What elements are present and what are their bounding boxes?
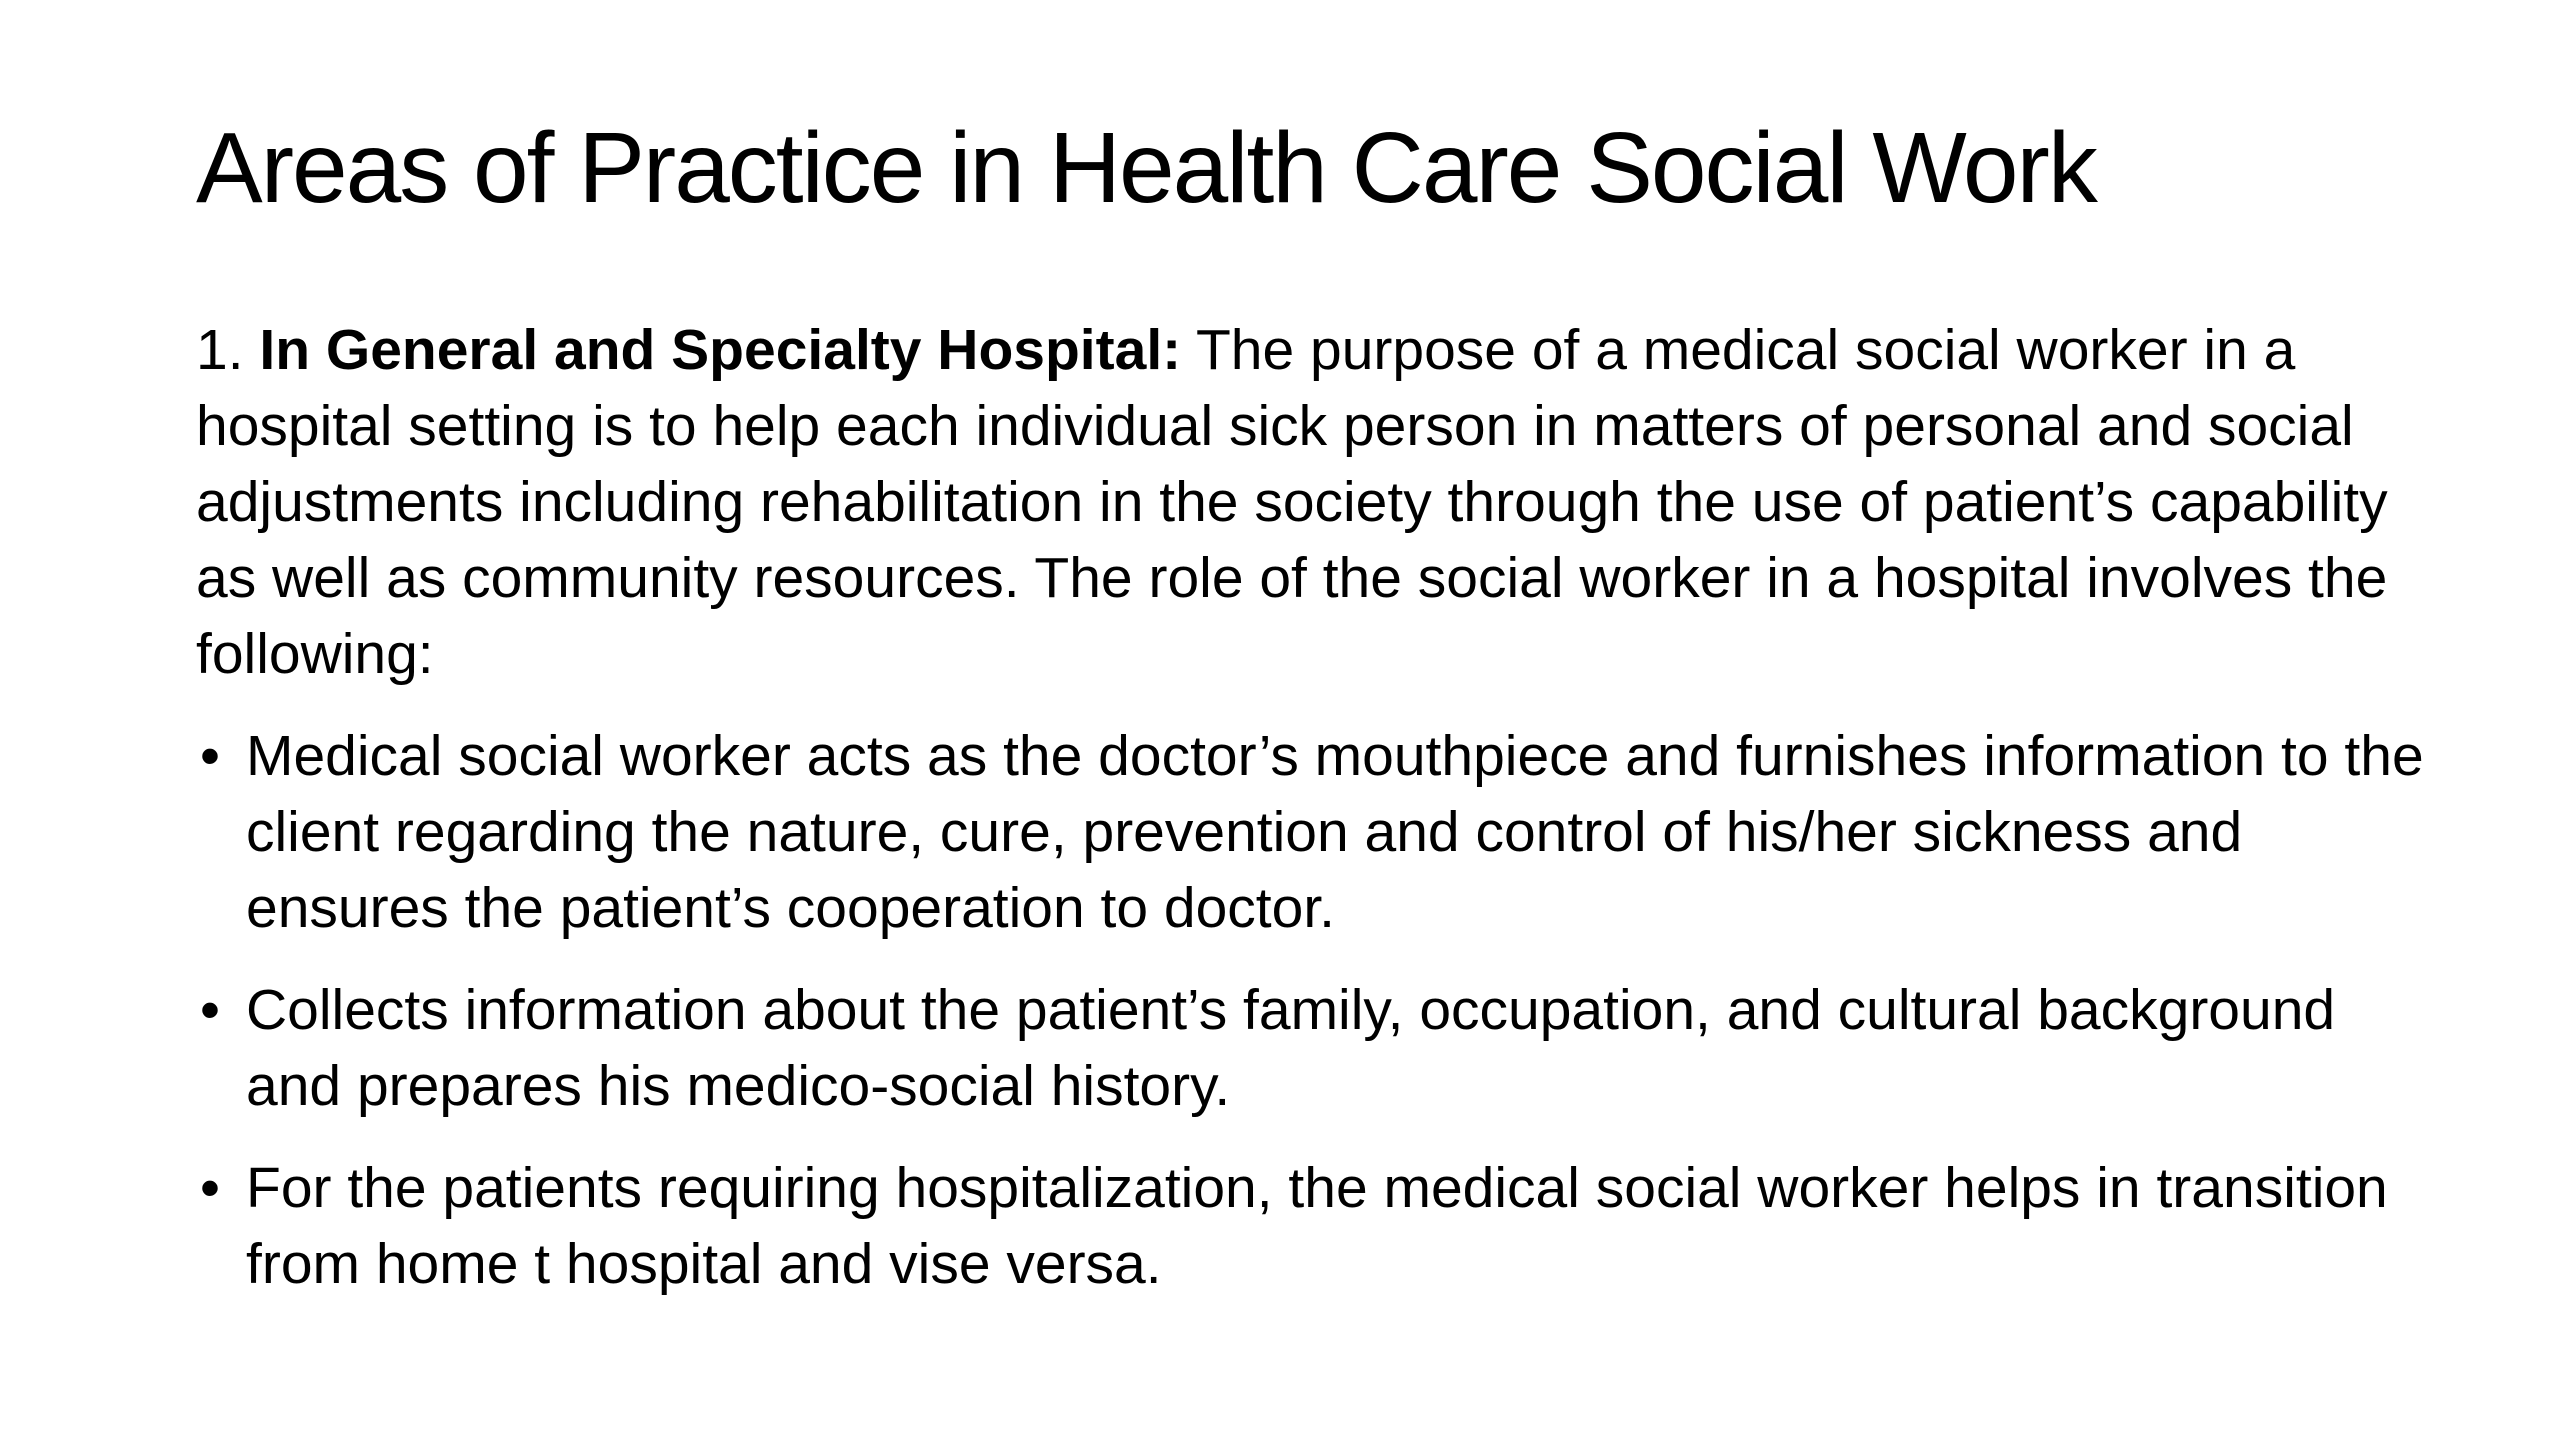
- bullet-item: [196, 1150, 2436, 1302]
- bullet-icon: •: [200, 724, 220, 788]
- section-paragraph: [196, 312, 2436, 692]
- bullet-item: [196, 718, 2436, 946]
- bullet-list: [196, 718, 2436, 1302]
- section-heading: In General and Specialty Hospital:: [259, 318, 1182, 382]
- bullet-text: For the patients requiring hospitalization, the medical social worker helps in transition from home t hospital and vise versa.: [246, 1156, 2388, 1296]
- bullet-item: [196, 972, 2436, 1124]
- slide-body: [196, 312, 2436, 1328]
- bullet-text: Medical social worker acts as the doctor’s mouthpiece and furnishes information to the client regarding the nature, cure, prevention and control of his/her sickness and ensures the patient’s cooperation to doctor.: [246, 724, 2424, 940]
- section-number: 1.: [196, 318, 244, 382]
- bullet-icon: •: [200, 978, 220, 1042]
- section-text: The purpose of a medical social worker in a hospital setting is to help each individual sick person in matters of personal and social adjustments including rehabilitation in the society through the use of patient’s capability as well as community resources. The role of the social worker in a hospital involves the following:: [196, 318, 2388, 686]
- bullet-icon: •: [200, 1156, 220, 1220]
- slide-title: Areas of Practice in Health Care Social Work: [196, 112, 2096, 224]
- bullet-text: Collects information about the patient’s family, occupation, and cultural background and prepares his medico-social history.: [246, 978, 2336, 1118]
